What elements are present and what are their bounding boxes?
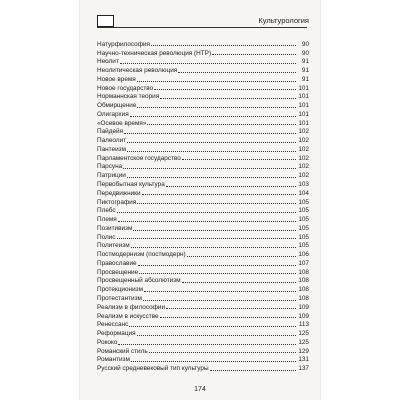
- index-entry: [97, 48, 309, 57]
- dot-leader: [127, 177, 296, 178]
- index-entry-page: 91: [301, 67, 309, 75]
- index-entry-term: Научно-техническая революция (НТР): [97, 49, 212, 57]
- index-entry-term: Русский средневековый тип культуры: [97, 365, 209, 373]
- dot-leader: [127, 151, 296, 152]
- dot-leader: [137, 107, 296, 108]
- index-entry: [97, 92, 309, 101]
- index-entry-term: Реализм в искусстве: [97, 312, 159, 320]
- index-entry-term: Новое время: [97, 75, 136, 83]
- index-entry-term: Постмодернизм (постмодерн): [97, 251, 186, 259]
- index-entry-page: 104: [298, 189, 309, 197]
- dot-leader: [210, 370, 296, 371]
- dot-leader: [142, 194, 296, 195]
- dot-leader: [129, 326, 296, 327]
- index-entry: [97, 206, 309, 215]
- index-entry-page: 125: [298, 330, 309, 338]
- dot-leader: [160, 317, 296, 318]
- book-page: [80, 0, 320, 400]
- dot-leader: [118, 344, 296, 345]
- index-entry-term: Передвижники: [97, 189, 141, 197]
- dot-leader: [120, 63, 296, 64]
- index-entry-term: Реализм в философии: [97, 303, 166, 311]
- dot-leader: [154, 89, 296, 90]
- index-entry-term: Обмирщение: [97, 102, 137, 110]
- dot-leader: [147, 124, 296, 125]
- index-entry-term: Пайдейя: [97, 128, 124, 136]
- dot-leader: [117, 238, 296, 239]
- index-entry: [97, 197, 309, 206]
- index-entry-page: 91: [301, 75, 309, 83]
- index-entry: [97, 83, 309, 92]
- index-entry-term: Неолитическая революция: [97, 67, 178, 75]
- index-entry: [97, 153, 309, 162]
- dot-leader: [124, 133, 296, 134]
- index-entry: [97, 284, 309, 293]
- dot-leader: [143, 300, 296, 301]
- index-entry-page: 102: [298, 145, 309, 153]
- index-entry-page: 101: [298, 102, 309, 110]
- index-entry-term: Политеизм: [97, 242, 130, 250]
- index-entry-term: Парсуна: [97, 163, 123, 171]
- dot-leader: [139, 273, 296, 274]
- index-entry-page: 90: [301, 49, 309, 57]
- index-entry-term: Пиктография: [97, 198, 137, 206]
- dot-leader: [131, 247, 296, 248]
- index-entry-term: Протекционизм: [97, 286, 143, 294]
- index-entry: [97, 293, 309, 302]
- index-entry-term: Реформация: [97, 330, 136, 338]
- dot-leader: [182, 282, 296, 283]
- dot-leader: [137, 335, 296, 336]
- index-entry: [97, 214, 309, 223]
- dot-leader: [160, 98, 296, 99]
- dot-leader: [166, 308, 296, 309]
- index-entry-page: 109: [298, 312, 309, 320]
- index-entry: [97, 346, 309, 355]
- index-entry: [97, 258, 309, 267]
- dot-leader: [166, 186, 296, 187]
- index-entry-term: Романтизм: [97, 356, 130, 364]
- index-entry: [97, 100, 309, 109]
- index-entry-term: Просвещение: [97, 268, 139, 276]
- dot-leader: [212, 54, 296, 55]
- dot-leader: [137, 81, 296, 82]
- index-entry: [97, 223, 309, 232]
- index-entry: [97, 118, 309, 127]
- index-entry-page: 101: [298, 119, 309, 127]
- dot-leader: [123, 168, 296, 169]
- index-entry-term: Палеолит: [97, 137, 127, 145]
- index-entry-term: Натурфилософия: [97, 40, 150, 48]
- index-entry: [97, 162, 309, 171]
- index-entry-term: Протестантизм: [97, 294, 142, 302]
- index-entry-page: 102: [298, 137, 309, 145]
- dot-leader: [178, 72, 296, 73]
- index-entry: [97, 232, 309, 241]
- index-entry-page: 105: [298, 198, 309, 206]
- index-entry-term: Православие: [97, 259, 137, 267]
- index-entry-page: 108: [298, 286, 309, 294]
- index-entry: [97, 188, 309, 197]
- index-entry-page: 105: [298, 224, 309, 232]
- index-entry: [97, 109, 309, 118]
- index-entry-page: 108: [298, 268, 309, 276]
- index-entry-page: 102: [298, 172, 309, 180]
- dot-leader: [133, 230, 296, 231]
- index-entry-term: Рококо: [97, 338, 118, 346]
- index-entry: [97, 249, 309, 258]
- index-entry-page: 131: [298, 356, 309, 364]
- index-entry: [97, 127, 309, 136]
- index-entry-page: 109: [298, 303, 309, 311]
- dot-leader: [151, 45, 296, 46]
- dot-leader: [127, 142, 296, 143]
- dot-leader: [187, 256, 296, 257]
- index-entry-page: 102: [298, 154, 309, 162]
- index-entry-page: 108: [298, 294, 309, 302]
- index-entry-page: 108: [298, 277, 309, 285]
- index-entry-term: Патриции: [97, 172, 126, 180]
- index-entry-term: Норманнская теория: [97, 93, 160, 101]
- index-entry-term: Парламентское государство: [97, 154, 181, 162]
- index-entry: [97, 302, 309, 311]
- index-entry: [97, 74, 309, 83]
- dot-leader: [138, 265, 296, 266]
- dot-leader: [144, 291, 296, 292]
- index-entry-page: 105: [298, 207, 309, 215]
- dot-leader: [130, 116, 296, 117]
- index-entry-term: Ренессанс: [97, 321, 129, 329]
- index-entry-page: 102: [298, 128, 309, 136]
- dot-leader: [182, 159, 296, 160]
- index-entry-page: 91: [301, 58, 309, 66]
- index-entry: [97, 320, 309, 329]
- index-entry-term: Полис: [97, 233, 116, 241]
- index-entry: [97, 65, 309, 74]
- dot-leader: [137, 203, 296, 204]
- index-entry: [97, 276, 309, 285]
- index-entry-page: 101: [298, 110, 309, 118]
- index-entry-page: 137: [298, 365, 309, 373]
- index-entry-term: Романский стиль: [97, 347, 148, 355]
- index-list: [97, 39, 309, 372]
- index-entry-page: 102: [298, 163, 309, 171]
- index-entry-term: Племя: [97, 216, 117, 224]
- index-entry-term: Просвещенный абсолютизм: [97, 277, 181, 285]
- index-entry-page: 105: [298, 233, 309, 241]
- dot-leader: [117, 212, 296, 213]
- index-entry-page: 101: [298, 84, 309, 92]
- running-header: [97, 14, 309, 30]
- index-entry: [97, 355, 309, 364]
- header-square-icon: [97, 15, 114, 27]
- index-entry: [97, 328, 309, 337]
- dot-leader: [118, 221, 296, 222]
- running-header-title: Культурология: [258, 16, 309, 25]
- index-entry-page: 103: [298, 181, 309, 189]
- index-entry-page: 129: [298, 347, 309, 355]
- header-rule: [97, 27, 307, 28]
- index-entry-term: Позитивизм: [97, 224, 133, 232]
- index-entry-term: «Осевое время»: [97, 119, 147, 127]
- index-entry: [97, 135, 309, 144]
- index-entry: [97, 311, 309, 320]
- index-entry: [97, 337, 309, 346]
- index-entry: [97, 267, 309, 276]
- index-entry: [97, 57, 309, 66]
- index-entry-page: 106: [298, 251, 309, 259]
- index-entry-page: 101: [298, 93, 309, 101]
- index-entry: [97, 144, 309, 153]
- dot-leader: [131, 361, 296, 362]
- index-entry-page: 125: [298, 338, 309, 346]
- index-entry: [97, 363, 309, 372]
- index-entry-term: Первобытная культура: [97, 181, 165, 189]
- index-entry: [97, 170, 309, 179]
- index-entry-page: 105: [298, 242, 309, 250]
- index-entry-term: Олигархия: [97, 110, 129, 118]
- index-entry-term: Пантеизм: [97, 145, 126, 153]
- page-number: 174: [194, 386, 206, 393]
- dot-leader: [149, 352, 296, 353]
- index-entry-page: 90: [301, 40, 309, 48]
- index-entry-page: 113: [298, 321, 309, 329]
- index-entry: [97, 241, 309, 250]
- index-entry-term: Новое государство: [97, 84, 154, 92]
- index-entry-page: 105: [298, 216, 309, 224]
- index-entry: [97, 39, 309, 48]
- index-entry: [97, 179, 309, 188]
- index-entry-page: 107: [298, 259, 309, 267]
- index-entry-term: Неолит: [97, 58, 119, 66]
- index-entry-term: Плебс: [97, 207, 116, 215]
